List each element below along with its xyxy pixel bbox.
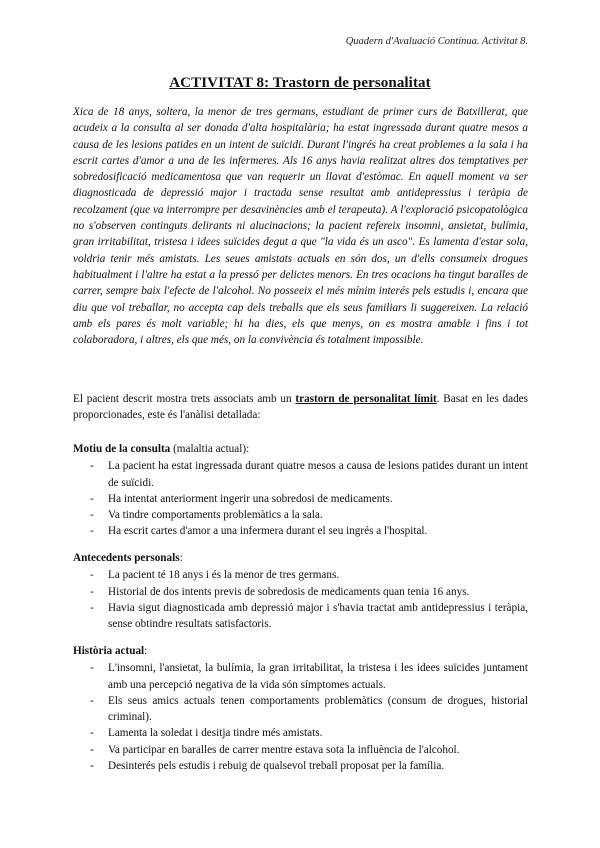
section-title: Història actual <box>73 645 145 657</box>
section-suffix: (malaltia actual): <box>170 443 250 455</box>
list-item: - Desinterés pels estudis i rebuig de qualsevol treball proposat per la família. <box>73 758 528 774</box>
bullet-list <box>73 567 528 632</box>
section-title: Motiu de la consulta <box>73 443 171 455</box>
section-heading <box>73 441 528 457</box>
list-item: - Els seus amics actuals tenen comportaments problemàtics (consum de drogues, historial criminal). <box>73 693 528 726</box>
intro-before: El pacient descrit mostra trets associats amb un <box>73 393 296 405</box>
list-item: - L'insomni, l'ansietat, la bulímia, la gran irritabilitat, la tristesa i les idees suïcides juntament amb una percepció negativa de la vida són símptomes actuals. <box>73 660 528 693</box>
section-suffix: : <box>179 552 183 564</box>
section-heading <box>73 643 528 659</box>
page-header: Quadern d'Avaluació Contínua. Activitat 8. <box>345 36 528 47</box>
section-antecedents-personals <box>73 550 528 632</box>
list-item: - La pacient ha estat ingressada durant quatre mesos a causa de lesions patides durant un intent de suïcidi. <box>73 458 528 491</box>
page-title: ACTIVITAT 8: Trastorn de personalitat <box>169 75 431 91</box>
list-item: - Havia sigut diagnosticada amb depressió major i s'havia tractat amb antidepressius i teràpia, sense obtindre resultats satisfactoris. <box>73 600 528 633</box>
list-item: - Ha escrit cartes d'amor a una infermera durant el seu ingrés a l'hospital. <box>73 523 528 539</box>
list-item: - Historial de dos intents previs de sobredosis de medicaments quan tenia 16 anys. <box>73 584 528 600</box>
intro-diagnosis: trastorn de personalitat límit <box>295 393 437 405</box>
list-item: - La pacient té 18 anys i és la menor de tres germans. <box>73 567 528 583</box>
section-suffix: : <box>144 645 148 657</box>
intro-paragraph <box>73 391 528 424</box>
section-title: Antecedents personals <box>73 552 180 564</box>
section-historia-actual <box>73 643 528 774</box>
section-heading <box>73 550 528 566</box>
list-item: - Va participar en baralles de carrer mentre estava sota la influència de l'alcohol. <box>73 742 528 758</box>
list-item: - Ha intentat anteriorment ingerir una sobredosi de medicaments. <box>73 491 528 507</box>
section-motiu-consulta <box>73 441 528 540</box>
intro-after: . Basat en les dades proporcionades, este és l'anàlisi detallada: <box>73 393 528 422</box>
bullet-list <box>73 660 528 774</box>
bullet-list <box>73 458 528 539</box>
list-item: - Va tindre comportaments problemàtics a la sala. <box>73 507 528 523</box>
list-item: - Lamenta la soledat i desitja tindre més amistats. <box>73 725 528 741</box>
case-description: Xica de 18 anys, soltera, la menor de tres germans, estudiant de primer curs de Batxillerat, que acudeix a la consulta al ser donada d'alta hospitalària; ha estat ingressada durant quatre mesos a causa de les lesions patides en un intent de suïcidi. Durant l'ingrés ha creat problemes a la sala i ha escrit cartes d'amor a una de les infermeres. Als 16 anys havia realitzat altres dos temptatives per sobredosificació medicamentosa que van requerir un llavat d'estòmac. En aquell moment va ser diagnosticada de depressió major i tractada sense resultat amb antidepressius i teràpia de recolzament (que va interrompre per desavinències amb el terapeuta). A l'exploració psicopatològica no s'observen continguts delirants ni alucinacions; la pacient refereix insomni, ansietat, bulímia, gran irritabilitat, tristesa i idees suïcides degut a que "la vida és un asco". Es lamenta d'estar sola, voldria tenir més amistats. Les seues amistats actuals en són dos, un d'ells consumeix drogues habitualment i l'altre ha estat a la pressó per delictes menors. En tres ocacions ha tingut baralles de carrer, sempre baix l'efecte de l'alcohol. No posseeix el més mínim interés pels estudis i, encara que diu que vol treballar, no accepta cap dels treballs que els seus familiars li suggereixen. La relació amb els pares és molt variable; hi ha dies, els que menys, on es mostra amable i fins i tot colaboradora, i altres, els que més, on la convivència és totalment impossible. <box>73 106 528 347</box>
